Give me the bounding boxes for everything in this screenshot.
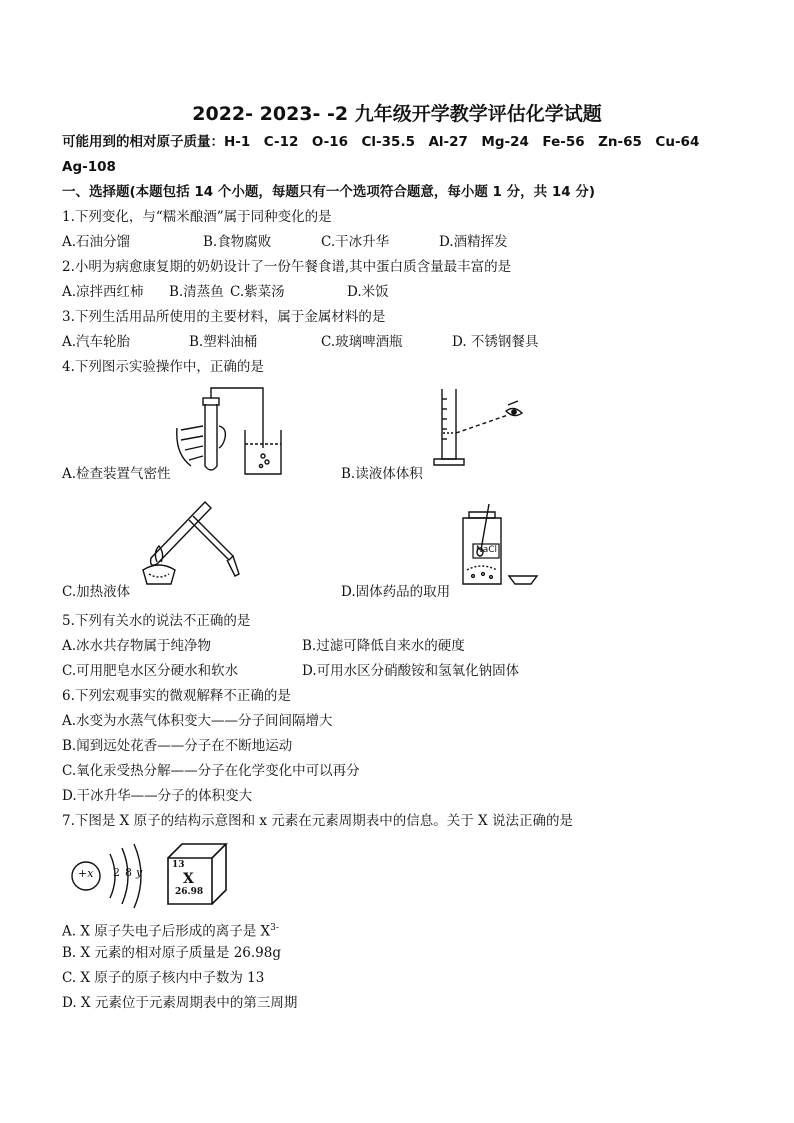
q6-option-c: C.氧化汞受热分解——分子在化学变化中可以再分: [62, 763, 360, 779]
q5-option-c: C.可用肥皂水区分硬水和软水: [62, 663, 239, 679]
atom-nucleus-label: +x: [78, 867, 94, 880]
section-heading: 一、选择题(本题包括 14 个小题，每题只有一个选项符合题意，每小题 1 分，共 14 分): [62, 184, 596, 200]
graduated-cylinder-figure: [428, 385, 528, 473]
q6-option-a: A.水变为水蒸气体积变大——分子间间隔增大: [62, 713, 333, 729]
q6-option-d: D.干冰升华——分子的体积变大: [62, 788, 253, 804]
q6-option-b: B.闻到远处花香——分子在不断地运动: [62, 738, 293, 754]
q4-option-b: B.读液体体积: [341, 466, 423, 482]
q2-option-c: C.紫菜汤: [230, 284, 285, 300]
question-2-stem: 2.小明为病愈康复期的奶奶设计了一份午餐食谱,其中蛋白质含量最丰富的是: [62, 259, 512, 275]
exam-title: 2022- 2023- -2 九年级开学教学评估化学试题: [192, 103, 602, 125]
atom-shell-3: y: [136, 866, 143, 879]
q7-option-d: D. X 元素位于元素周期表中的第三周期: [62, 995, 298, 1011]
question-6-stem: 6.下列宏观事实的微观解释不正确的是: [62, 688, 291, 704]
q3-option-a: A.汽车轮胎: [62, 334, 131, 350]
airtightness-check-figure: [175, 382, 285, 480]
question-1-stem: 1.下列变化，与“糯米酿酒”属于同种变化的是: [62, 209, 332, 225]
q3-option-c: C.玻璃啤酒瓶: [321, 334, 403, 350]
q4-option-a: A.检查装置气密性: [62, 466, 171, 482]
question-4-stem: 4.下列图示实验操作中，正确的是: [62, 359, 264, 375]
q5-option-d: D.可用水区分硝酸铵和氢氧化钠固体: [302, 663, 520, 679]
atom-shell-1: 2: [113, 866, 120, 879]
q1-option-d: D.酒精挥发: [439, 234, 508, 250]
q2-option-b: B.清蒸鱼: [169, 284, 224, 300]
q1-option-a: A.石油分馏: [62, 234, 131, 250]
q3-option-d: D. 不锈钢餐具: [452, 334, 539, 350]
atomic-mass-line: 可能用到的相对原子质量：H-1 C-12 O-16 Cl-35.5 Al-27 Mg-24 Fe-56 Zn-65 Cu-64: [62, 134, 700, 150]
q4-option-d: D.固体药品的取用: [341, 584, 451, 600]
question-5-stem: 5.下列有关水的说法不正确的是: [62, 613, 251, 629]
q5-option-b: B.过滤可降低自来水的硬度: [302, 638, 465, 654]
q3-option-b: B.塑料油桶: [189, 334, 258, 350]
periodic-cell-number: 13: [172, 860, 185, 870]
atom-shell-2: 8: [125, 866, 132, 879]
q5-option-a: A.冰水共存物属于纯净物: [62, 638, 212, 654]
heating-liquid-figure: [135, 494, 245, 586]
question-3-stem: 3.下列生活用品所使用的主要材料，属于金属材料的是: [62, 309, 386, 325]
q7-option-a-text: A. X 原子失电子后形成的离子是 X: [62, 923, 271, 940]
solid-reagent-figure: [455, 500, 540, 590]
q7-option-c: C. X 原子的原子核内中子数为 13: [62, 970, 265, 986]
atomic-mass-line-2: Ag-108: [62, 159, 116, 175]
q1-option-c: C.干冰升华: [321, 234, 390, 250]
q1-option-b: B.食物腐败: [203, 234, 272, 250]
question-7-stem: 7.下图是 X 原子的结构示意图和 x 元素在元素周期表中的信息。关于 X 说法正确的是: [62, 813, 573, 829]
q7-option-a: [62, 919, 279, 941]
q2-option-a: A.凉拌西红柿: [62, 284, 144, 300]
q7-option-b: B. X 元素的相对原子质量是 26.98g: [62, 945, 281, 961]
periodic-cell-symbol: X: [183, 871, 194, 887]
q2-option-d: D.米饭: [347, 284, 389, 300]
q4-option-c: C.加热液体: [62, 584, 131, 600]
ion-charge: 3-: [270, 923, 279, 933]
periodic-cell-mass: 26.98: [175, 887, 204, 897]
nacl-label: NaCl: [476, 545, 498, 555]
